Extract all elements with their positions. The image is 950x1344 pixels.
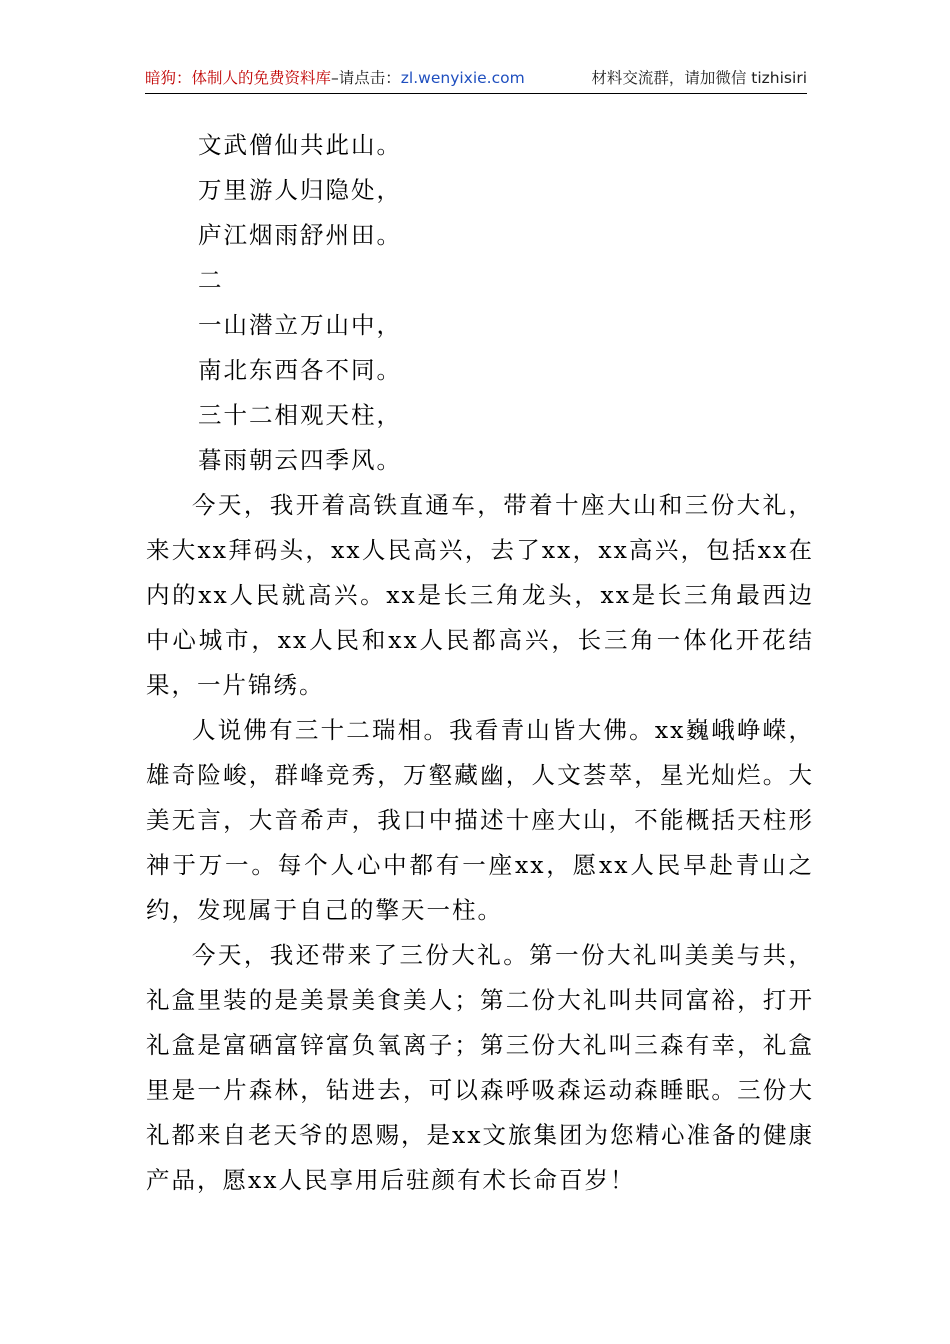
page-header xyxy=(145,60,807,94)
poem xyxy=(146,123,814,483)
poem-section-number: 二 xyxy=(198,266,224,294)
header-brand: 暗狗：体制人的免费资料库 xyxy=(145,68,332,87)
header-left xyxy=(145,66,525,88)
header-wechat-note: 材料交流群，请加微信 tizhisiri xyxy=(591,68,807,87)
header-prompt: –请点击： xyxy=(331,68,401,87)
poem-line: 文武僧仙共此山。 xyxy=(198,131,402,159)
poem-line: 一山潜立万山中， xyxy=(198,311,402,339)
poem-line: 三十二相观天柱， xyxy=(198,401,402,429)
poem-line: 南北东西各不同。 xyxy=(198,356,402,384)
poem-line: 暮雨朝云四季风。 xyxy=(198,446,402,474)
paragraph: 人说佛有三十二瑞相。我看青山皆大佛。xx巍峨峥嵘，雄奇险峻，群峰竞秀，万壑藏幽，人文荟萃，星光灿烂。大美无言，大音希声，我口中描述十座大山，不能概括天柱形神于万一。每个人心中都有一座xx，愿xx人民早赴青山之约，发现属于自己的擎天一柱。 xyxy=(146,716,814,924)
document-body xyxy=(146,123,814,1203)
paragraph: 今天，我开着高铁直通车，带着十座大山和三份大礼，来大xx拜码头，xx人民高兴，去了xx，xx高兴，包括xx在内的xx人民就高兴。xx是长三角龙头，xx是长三角最西边中心城市，xx人民和xx人民都高兴，长三角一体化开花结果，一片锦绣。 xyxy=(146,491,814,699)
poem-line: 万里游人归隐处， xyxy=(198,176,402,204)
paragraph: 今天，我还带来了三份大礼。第一份大礼叫美美与共，礼盒里装的是美景美食美人；第二份大礼叫共同富裕，打开礼盒是富硒富锌富负氧离子；第三份大礼叫三森有幸，礼盒里是一片森林，钻进去，可以森呼吸森运动森睡眠。三份大礼都来自老天爷的恩赐，是xx文旅集团为您精心准备的健康产品，愿xx人民享用后驻颜有术长命百岁！ xyxy=(146,941,815,1194)
header-link[interactable]: zl.wenyixie.com xyxy=(400,68,525,87)
poem-line: 庐江烟雨舒州田。 xyxy=(198,221,402,249)
